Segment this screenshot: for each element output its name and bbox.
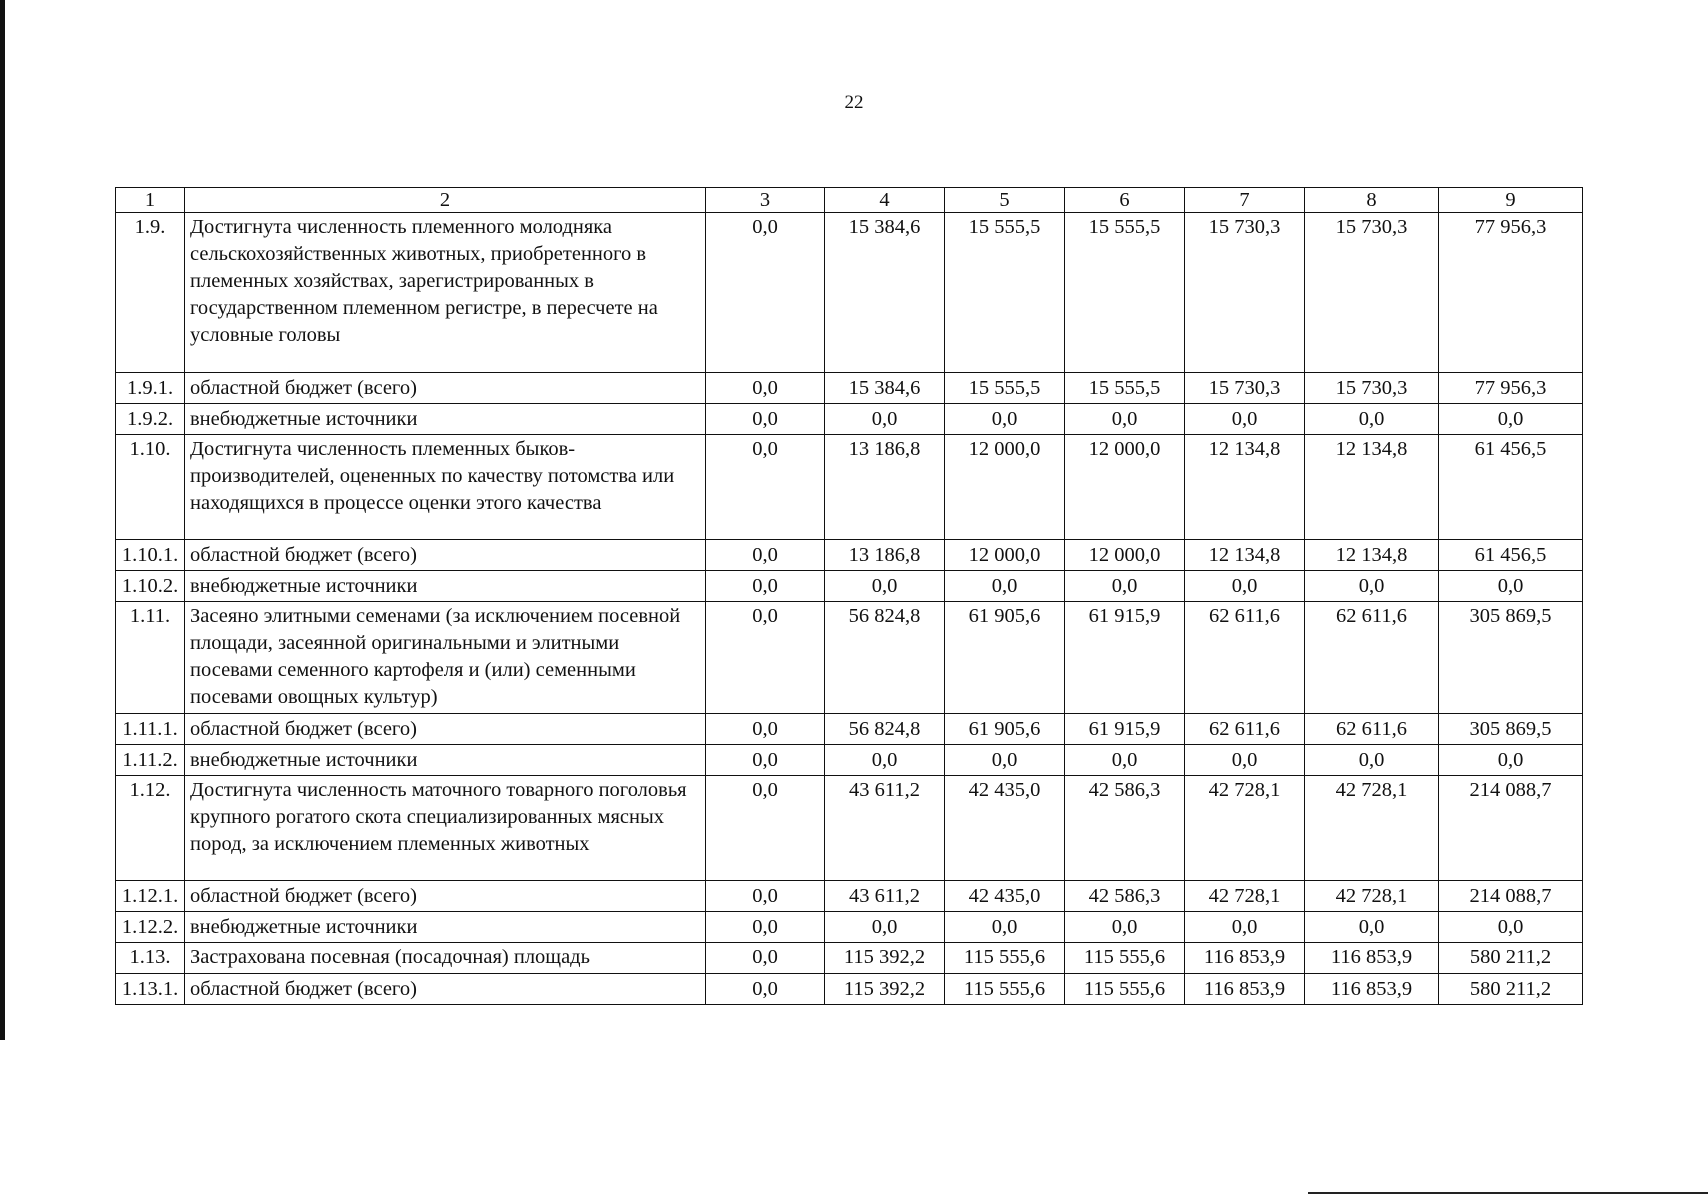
value-col-7: 42 728,1 — [1185, 776, 1305, 881]
value-col-7: 15 730,3 — [1185, 373, 1305, 404]
value-col-7: 42 728,1 — [1185, 881, 1305, 912]
value-col-7: 116 853,9 — [1185, 943, 1305, 974]
value-col-5: 115 555,6 — [945, 974, 1065, 1005]
value-col-4: 0,0 — [825, 912, 945, 943]
value-col-8: 12 134,8 — [1305, 435, 1439, 540]
value-col-5: 115 555,6 — [945, 943, 1065, 974]
scan-edge-bottom-right — [1308, 1192, 1708, 1194]
value-col-3: 0,0 — [706, 912, 825, 943]
value-col-7: 62 611,6 — [1185, 602, 1305, 714]
column-header: 4 — [825, 188, 945, 213]
value-col-9: 305 869,5 — [1439, 602, 1583, 714]
value-col-8: 42 728,1 — [1305, 881, 1439, 912]
value-col-6: 12 000,0 — [1065, 435, 1185, 540]
value-col-7: 0,0 — [1185, 404, 1305, 435]
row-description: Достигнута численность маточного товарного поголовья крупного рогатого скота специализированных мясных пород, за исключением племенных животных — [185, 776, 706, 881]
row-description: областной бюджет (всего) — [185, 540, 706, 571]
value-col-5: 12 000,0 — [945, 435, 1065, 540]
value-col-5: 12 000,0 — [945, 540, 1065, 571]
value-col-6: 42 586,3 — [1065, 881, 1185, 912]
value-col-3: 0,0 — [706, 602, 825, 714]
row-code: 1.10.1. — [116, 540, 185, 571]
row-description: Застрахована посевная (посадочная) площадь — [185, 943, 706, 974]
value-col-7: 0,0 — [1185, 571, 1305, 602]
column-header: 1 — [116, 188, 185, 213]
value-col-3: 0,0 — [706, 776, 825, 881]
value-col-5: 42 435,0 — [945, 776, 1065, 881]
value-col-7: 0,0 — [1185, 745, 1305, 776]
row-description: областной бюджет (всего) — [185, 974, 706, 1005]
value-col-3: 0,0 — [706, 435, 825, 540]
value-col-4: 56 824,8 — [825, 714, 945, 745]
value-col-6: 115 555,6 — [1065, 974, 1185, 1005]
table-subrow — [116, 974, 1583, 1005]
value-col-6: 0,0 — [1065, 745, 1185, 776]
row-description: Засеяно элитными семенами (за исключением посевной площади, засеянной оригинальными и элитными посевами семенного картофеля и (или) семенными посевами овощных культур) — [185, 602, 706, 714]
value-col-4: 15 384,6 — [825, 373, 945, 404]
value-col-5: 15 555,5 — [945, 213, 1065, 373]
value-col-9: 0,0 — [1439, 571, 1583, 602]
value-col-6: 0,0 — [1065, 571, 1185, 602]
table-subrow — [116, 373, 1583, 404]
column-number-row — [116, 188, 1583, 213]
value-col-3: 0,0 — [706, 404, 825, 435]
column-header: 5 — [945, 188, 1065, 213]
value-col-8: 15 730,3 — [1305, 213, 1439, 373]
table-row — [116, 213, 1583, 373]
column-header: 3 — [706, 188, 825, 213]
value-col-4: 43 611,2 — [825, 776, 945, 881]
value-col-7: 12 134,8 — [1185, 540, 1305, 571]
row-description: внебюджетные источники — [185, 912, 706, 943]
column-header: 9 — [1439, 188, 1583, 213]
table-subrow — [116, 745, 1583, 776]
value-col-6: 61 915,9 — [1065, 714, 1185, 745]
value-col-5: 61 905,6 — [945, 602, 1065, 714]
budget-table — [115, 187, 1583, 1005]
row-code: 1.11.1. — [116, 714, 185, 745]
value-col-6: 115 555,6 — [1065, 943, 1185, 974]
row-code: 1.10.2. — [116, 571, 185, 602]
value-col-8: 0,0 — [1305, 571, 1439, 602]
row-code: 1.11.2. — [116, 745, 185, 776]
value-col-6: 0,0 — [1065, 404, 1185, 435]
value-col-9: 305 869,5 — [1439, 714, 1583, 745]
value-col-8: 0,0 — [1305, 745, 1439, 776]
value-col-8: 12 134,8 — [1305, 540, 1439, 571]
scan-edge-left — [0, 0, 5, 1040]
table-subrow — [116, 540, 1583, 571]
table-subrow — [116, 714, 1583, 745]
value-col-9: 77 956,3 — [1439, 213, 1583, 373]
row-code: 1.10. — [116, 435, 185, 540]
row-description: Достигнута численность племенных быков-производителей, оцененных по качеству потомства или находящихся в процессе оценки этого качества — [185, 435, 706, 540]
row-code: 1.13.1. — [116, 974, 185, 1005]
column-header: 8 — [1305, 188, 1439, 213]
table-subrow — [116, 571, 1583, 602]
value-col-4: 0,0 — [825, 571, 945, 602]
row-code: 1.12.1. — [116, 881, 185, 912]
table-row — [116, 602, 1583, 714]
row-code: 1.9.2. — [116, 404, 185, 435]
value-col-4: 0,0 — [825, 404, 945, 435]
value-col-3: 0,0 — [706, 943, 825, 974]
value-col-5: 0,0 — [945, 571, 1065, 602]
value-col-8: 0,0 — [1305, 404, 1439, 435]
table-row — [116, 435, 1583, 540]
value-col-3: 0,0 — [706, 974, 825, 1005]
value-col-8: 116 853,9 — [1305, 974, 1439, 1005]
value-col-3: 0,0 — [706, 540, 825, 571]
value-col-5: 0,0 — [945, 745, 1065, 776]
value-col-9: 580 211,2 — [1439, 974, 1583, 1005]
value-col-6: 42 586,3 — [1065, 776, 1185, 881]
value-col-5: 0,0 — [945, 912, 1065, 943]
value-col-3: 0,0 — [706, 571, 825, 602]
value-col-5: 61 905,6 — [945, 714, 1065, 745]
row-code: 1.9.1. — [116, 373, 185, 404]
value-col-8: 62 611,6 — [1305, 714, 1439, 745]
value-col-8: 42 728,1 — [1305, 776, 1439, 881]
value-col-9: 0,0 — [1439, 912, 1583, 943]
value-col-9: 0,0 — [1439, 404, 1583, 435]
row-code: 1.12.2. — [116, 912, 185, 943]
value-col-6: 0,0 — [1065, 912, 1185, 943]
value-col-7: 0,0 — [1185, 912, 1305, 943]
value-col-6: 15 555,5 — [1065, 213, 1185, 373]
page-number: 22 — [844, 92, 864, 113]
column-header: 6 — [1065, 188, 1185, 213]
value-col-5: 42 435,0 — [945, 881, 1065, 912]
row-description: внебюджетные источники — [185, 745, 706, 776]
value-col-7: 15 730,3 — [1185, 213, 1305, 373]
table-subrow — [116, 912, 1583, 943]
value-col-9: 61 456,5 — [1439, 540, 1583, 571]
row-description: Достигнута численность племенного молодняка сельскохозяйственных животных, приобретенного в племенных хозяйствах, зарегистрированных в государственном племенном регистре, в пересчете на условные головы — [185, 213, 706, 373]
table-row — [116, 943, 1583, 974]
row-description: внебюджетные источники — [185, 571, 706, 602]
value-col-4: 13 186,8 — [825, 435, 945, 540]
column-header: 2 — [185, 188, 706, 213]
value-col-9: 214 088,7 — [1439, 881, 1583, 912]
row-description: областной бюджет (всего) — [185, 373, 706, 404]
value-col-6: 61 915,9 — [1065, 602, 1185, 714]
value-col-3: 0,0 — [706, 714, 825, 745]
row-description: областной бюджет (всего) — [185, 714, 706, 745]
row-code: 1.9. — [116, 213, 185, 373]
table-row — [116, 776, 1583, 881]
value-col-5: 0,0 — [945, 404, 1065, 435]
table-subrow — [116, 881, 1583, 912]
value-col-8: 62 611,6 — [1305, 602, 1439, 714]
value-col-6: 15 555,5 — [1065, 373, 1185, 404]
value-col-8: 15 730,3 — [1305, 373, 1439, 404]
row-description: областной бюджет (всего) — [185, 881, 706, 912]
row-code: 1.11. — [116, 602, 185, 714]
value-col-3: 0,0 — [706, 745, 825, 776]
value-col-4: 43 611,2 — [825, 881, 945, 912]
value-col-9: 77 956,3 — [1439, 373, 1583, 404]
value-col-9: 214 088,7 — [1439, 776, 1583, 881]
value-col-9: 580 211,2 — [1439, 943, 1583, 974]
value-col-4: 56 824,8 — [825, 602, 945, 714]
value-col-8: 0,0 — [1305, 912, 1439, 943]
value-col-3: 0,0 — [706, 213, 825, 373]
value-col-4: 115 392,2 — [825, 943, 945, 974]
table-subrow — [116, 404, 1583, 435]
value-col-4: 15 384,6 — [825, 213, 945, 373]
row-code: 1.12. — [116, 776, 185, 881]
column-header: 7 — [1185, 188, 1305, 213]
value-col-5: 15 555,5 — [945, 373, 1065, 404]
value-col-6: 12 000,0 — [1065, 540, 1185, 571]
value-col-4: 13 186,8 — [825, 540, 945, 571]
value-col-7: 12 134,8 — [1185, 435, 1305, 540]
value-col-4: 115 392,2 — [825, 974, 945, 1005]
value-col-7: 116 853,9 — [1185, 974, 1305, 1005]
value-col-3: 0,0 — [706, 881, 825, 912]
value-col-4: 0,0 — [825, 745, 945, 776]
value-col-8: 116 853,9 — [1305, 943, 1439, 974]
value-col-9: 61 456,5 — [1439, 435, 1583, 540]
row-code: 1.13. — [116, 943, 185, 974]
value-col-3: 0,0 — [706, 373, 825, 404]
value-col-9: 0,0 — [1439, 745, 1583, 776]
value-col-7: 62 611,6 — [1185, 714, 1305, 745]
row-description: внебюджетные источники — [185, 404, 706, 435]
